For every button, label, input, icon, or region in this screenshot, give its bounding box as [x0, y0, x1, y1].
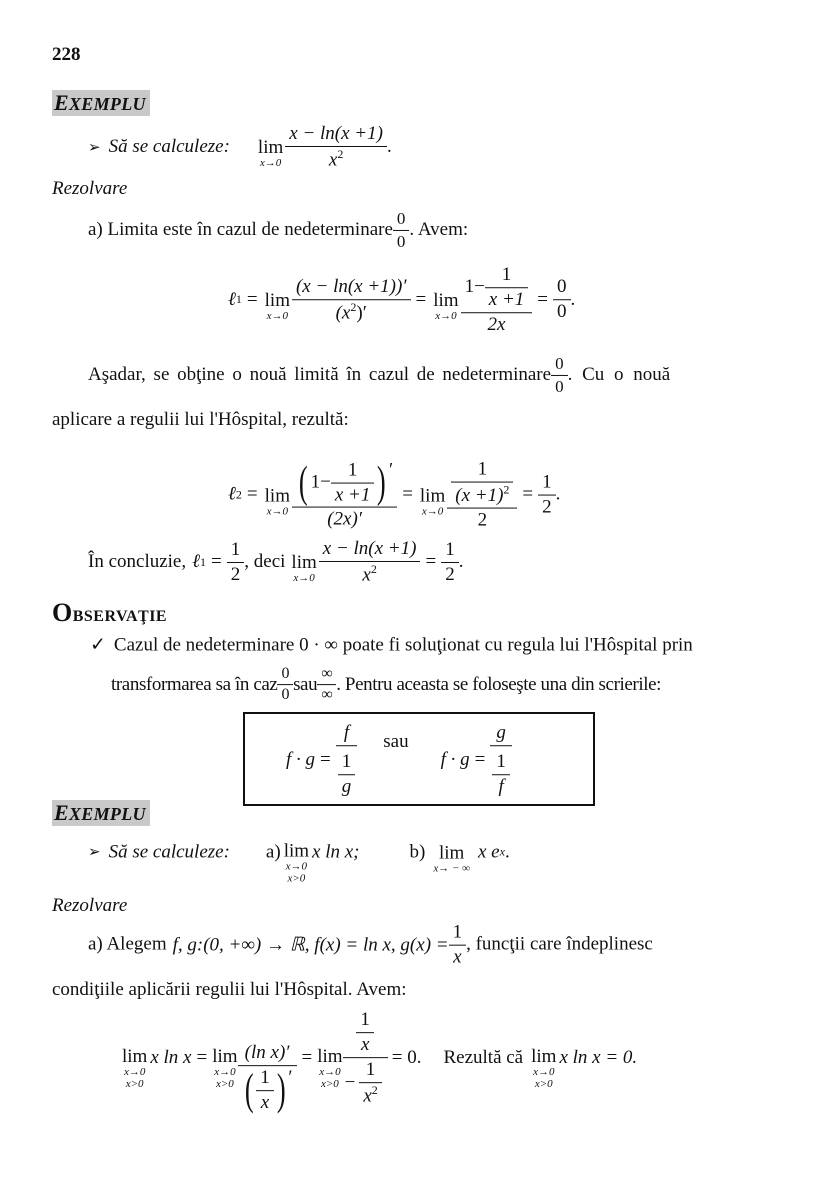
paragraph-a2	[88, 922, 653, 969]
math-text: ′	[288, 1067, 293, 1089]
math-text: =	[211, 550, 222, 572]
math-text	[451, 481, 513, 506]
fraction	[494, 751, 508, 798]
math-text: 1	[477, 458, 488, 480]
math-text: Să se calculeze:	[108, 841, 230, 862]
math-text: lim	[291, 552, 317, 574]
fraction	[321, 538, 419, 586]
limit-operator	[291, 553, 316, 584]
math-text: x→0	[533, 1066, 555, 1079]
math-text: sau	[293, 674, 318, 695]
math-text: =	[320, 749, 331, 770]
observation-line2	[111, 665, 661, 705]
math-text: x − ln(x +1)	[322, 537, 417, 559]
formula-box-content	[286, 722, 512, 798]
superscript: 2	[371, 1082, 378, 1097]
math-text: 1	[445, 538, 455, 560]
math-text: 1	[260, 1067, 270, 1089]
math-text	[52, 598, 167, 628]
math-text: lim	[257, 137, 284, 159]
math-text	[284, 841, 309, 884]
math-text: a) Alegem	[88, 934, 167, 955]
math-text: lim	[531, 1046, 557, 1068]
arrow-bullet-icon: ➢	[88, 139, 101, 156]
math-text	[531, 1047, 556, 1090]
fraction	[555, 277, 569, 324]
check-icon: ✓	[90, 634, 106, 656]
math-text: g	[496, 722, 506, 744]
math-text: . Avem:	[409, 219, 469, 240]
math-text	[449, 459, 515, 508]
math-text: x e	[478, 841, 500, 862]
math-text: =	[246, 483, 258, 505]
math-text: , funcţii care îndeplinesc	[466, 934, 653, 955]
math-text: x	[328, 149, 338, 171]
math-text	[122, 1047, 147, 1090]
math-text: x→0	[214, 1066, 236, 1079]
conclusion	[88, 538, 463, 586]
fraction	[229, 539, 243, 586]
math-text: x	[256, 1090, 274, 1114]
math-text: x>0	[321, 1078, 339, 1091]
math-text: lim	[419, 485, 446, 507]
math-text: 2	[447, 508, 517, 532]
math-text: ∞	[321, 665, 333, 683]
math-text: Cazul de nedeterminare 0 · ∞ poate fi soluţionat cu regula lui l'Hôspital prin	[113, 634, 693, 655]
math-text: x ln x = 0.	[559, 1046, 638, 1068]
math-text: BSERVAŢIE	[72, 608, 168, 625]
math-text	[336, 745, 358, 798]
superscript: 2	[503, 482, 510, 497]
superscript: 2	[350, 299, 357, 314]
math-text: x	[356, 1032, 374, 1056]
math-text	[359, 1082, 381, 1107]
math-text: lim	[212, 1046, 238, 1068]
math-text: .	[504, 841, 510, 862]
math-text	[354, 1009, 376, 1057]
math-text: 1	[230, 538, 241, 560]
math-text: ℓ	[228, 289, 236, 310]
math-text: x>0	[287, 872, 306, 885]
math-text: (ln x)′	[244, 1042, 290, 1064]
fraction	[395, 209, 408, 251]
math-text	[52, 800, 150, 826]
limit-operator	[265, 486, 290, 517]
equation-l2	[228, 459, 560, 532]
math-text: 1−	[310, 471, 331, 493]
math-text: x>0	[125, 1078, 144, 1091]
heading-rest: XEMPLU	[68, 94, 146, 114]
heading-initial: E	[54, 90, 69, 115]
limit-operator	[319, 1066, 340, 1090]
math-text: 0	[553, 300, 571, 324]
equation-final	[122, 1009, 638, 1115]
math-text: În concluzie,	[88, 550, 187, 572]
math-text: lim	[264, 290, 290, 312]
fraction	[258, 1067, 272, 1114]
math-text: 1	[341, 751, 352, 773]
math-text: x	[363, 1085, 372, 1107]
math-text: 1	[452, 921, 463, 943]
math-text: 0	[277, 685, 293, 705]
math-text: f · g	[440, 749, 470, 770]
fraction	[287, 123, 385, 171]
math-text: 0	[557, 276, 567, 298]
math-text: =	[425, 550, 437, 572]
subscript: 1	[235, 292, 242, 307]
math-text: x→0	[435, 310, 457, 323]
math-text: . Pentru aceasta se foloseşte una din scrierile:	[336, 674, 662, 695]
paragraph-asadar-line2: aplicare a regulii lui l'Hôspital, rezultă:	[52, 409, 349, 430]
math-text	[212, 1047, 237, 1090]
limit-operator	[433, 843, 470, 874]
math-text: 1	[501, 264, 512, 286]
fraction	[451, 922, 465, 969]
math-text: XEMPLU	[68, 804, 146, 824]
fraction	[453, 459, 511, 507]
math-text: E	[54, 800, 69, 825]
math-text: a) Limita este în cazul de nedeterminare	[88, 219, 393, 240]
math-text	[317, 1047, 342, 1090]
math-text: Rezultă că	[443, 1046, 524, 1068]
math-text: x→0	[285, 860, 308, 873]
math-text: f, g:(0, +∞) → ℝ, f(x) = ln x, g(x) =	[172, 934, 449, 956]
math-text: 0	[393, 230, 410, 252]
paragraph-a2-line2: condiţiile aplicării regulii lui l'Hôspital. Avem:	[52, 979, 407, 1000]
math-text: ℓ	[192, 550, 201, 572]
math-text	[490, 745, 512, 798]
math-text: lim	[264, 485, 290, 507]
fraction	[240, 1042, 295, 1114]
math-text: Aşadar, se obţine o nouă limită în cazul de nedeterminare	[88, 364, 552, 385]
math-text: x→ − ∞	[433, 862, 470, 875]
fraction	[361, 1059, 379, 1107]
limit-operator	[533, 1066, 554, 1090]
math-text: x→0	[123, 1066, 146, 1079]
math-text: sau	[383, 731, 409, 752]
superscript: x	[499, 844, 505, 859]
limit-operator	[420, 486, 445, 517]
fraction	[340, 751, 354, 798]
math-text: x→0	[319, 1066, 341, 1079]
fraction	[443, 539, 457, 586]
math-text: =	[402, 483, 413, 505]
math-text: x→0	[266, 310, 288, 323]
observation-line1	[90, 634, 693, 657]
limit-operator	[265, 291, 290, 322]
math-text: =	[537, 289, 549, 310]
math-text: =	[415, 289, 427, 310]
fraction	[279, 665, 291, 705]
math-text: =	[301, 1046, 313, 1068]
math-text	[52, 90, 150, 116]
solution-heading-2: Rezolvare	[52, 895, 128, 916]
math-text: O	[52, 598, 73, 627]
math-text: lim	[317, 1046, 343, 1068]
math-text: 0	[551, 375, 568, 397]
math-text: f	[492, 774, 510, 798]
fraction	[333, 459, 373, 506]
math-text: a)	[265, 841, 281, 862]
fraction	[492, 722, 510, 798]
fraction	[294, 276, 409, 324]
math-text: x +1	[331, 482, 375, 506]
arrow-bullet-icon: ➢	[88, 844, 101, 861]
math-text: 2	[227, 561, 245, 585]
limit-operator	[286, 860, 307, 884]
fraction	[449, 459, 515, 532]
math-text: (x − ln(x +1))′	[295, 275, 407, 297]
math-text: 1	[365, 1058, 376, 1080]
math-text: 2	[538, 494, 556, 518]
task-label: Să se calculeze:	[108, 135, 230, 157]
parenthesis: )	[377, 457, 387, 507]
math-text: transformarea sa în caz	[111, 674, 278, 695]
task-line	[88, 123, 392, 171]
math-text: (2x)′	[292, 507, 397, 531]
math-text: b)	[409, 841, 426, 862]
math-text: . Cu o nouă	[567, 364, 671, 385]
math-text: 1	[360, 1009, 370, 1031]
math-text: =	[522, 483, 534, 505]
math-text: (x	[335, 302, 351, 324]
math-text	[238, 1065, 297, 1114]
superscript: 2	[337, 146, 344, 161]
math-text: lim	[439, 842, 465, 864]
math-text: f · g	[286, 749, 316, 770]
math-text: x→0	[421, 505, 444, 518]
fraction	[319, 665, 334, 705]
math-text	[463, 264, 531, 312]
fraction	[553, 354, 566, 396]
math-text: 1	[347, 459, 358, 481]
observation-heading	[52, 598, 167, 628]
fraction	[358, 1009, 372, 1056]
math-text: ′	[389, 459, 394, 481]
parenthesis: (	[244, 1065, 254, 1115]
math-text: x>0	[534, 1078, 553, 1091]
limit-operator	[214, 1066, 235, 1090]
math-text: x +1	[485, 287, 529, 311]
math-text	[343, 1057, 388, 1107]
math-text: 0	[281, 665, 290, 683]
fraction	[463, 264, 531, 336]
math-text: ∞	[317, 685, 336, 705]
math-text: 0	[555, 353, 564, 373]
math-text: x→0	[293, 572, 315, 585]
math-text: 2x	[461, 312, 533, 336]
math-text: .	[458, 550, 464, 572]
fraction	[294, 459, 395, 531]
math-text: = 0.	[391, 1046, 422, 1068]
fraction	[540, 472, 554, 519]
math-text: .	[386, 135, 392, 157]
math-text: f	[343, 722, 350, 744]
math-text: .	[570, 289, 576, 310]
math-text	[294, 459, 395, 507]
math-text: x	[362, 564, 371, 586]
math-text: lim	[122, 1046, 148, 1068]
superscript: 2	[370, 561, 377, 576]
math-text: x − ln(x +1)	[289, 122, 383, 144]
math-text: 0	[396, 208, 406, 228]
math-text	[319, 561, 421, 586]
equation-l1	[228, 264, 575, 336]
math-text: lim	[283, 840, 310, 862]
math-text: =	[474, 749, 486, 770]
limit-operator	[433, 291, 458, 322]
math-text	[292, 299, 411, 324]
paragraph-asadar	[88, 354, 774, 396]
subscript: 1	[200, 554, 207, 569]
example-heading	[52, 90, 150, 116]
math-text: x>0	[215, 1078, 234, 1091]
math-text: =	[196, 1046, 208, 1068]
limit-operator	[258, 138, 283, 169]
math-text: lim	[433, 290, 459, 312]
math-text: =	[246, 289, 258, 310]
subscript: 2	[235, 487, 242, 502]
math-text: g	[338, 774, 356, 798]
task-line-2	[88, 830, 510, 885]
fraction	[338, 722, 356, 798]
parenthesis: )	[276, 1065, 286, 1115]
parenthesis: (	[298, 457, 308, 507]
limit-operator	[124, 1066, 145, 1090]
math-text: x ln x	[150, 1046, 192, 1068]
fraction	[487, 264, 527, 311]
math-text: , deci	[244, 550, 286, 572]
paragraph-a	[88, 209, 468, 251]
math-text: .	[555, 483, 561, 505]
example-heading-2	[52, 800, 150, 826]
math-text: )′	[356, 302, 367, 324]
page-number: 228	[52, 44, 81, 65]
math-text: 2	[441, 561, 459, 585]
math-text: 1	[496, 751, 506, 773]
math-text: −	[344, 1071, 356, 1093]
solution-heading: Rezolvare	[52, 178, 128, 199]
math-text: 1−	[464, 276, 485, 298]
math-text: ℓ	[228, 483, 236, 505]
math-text: 1	[542, 471, 552, 493]
math-text: (x +1)	[455, 484, 504, 506]
math-text: x	[449, 945, 467, 969]
math-text: x→0	[259, 157, 282, 170]
math-text: x ln x;	[312, 841, 360, 862]
math-text: x→0	[266, 505, 288, 518]
math-text	[285, 146, 387, 171]
fraction	[345, 1009, 386, 1107]
